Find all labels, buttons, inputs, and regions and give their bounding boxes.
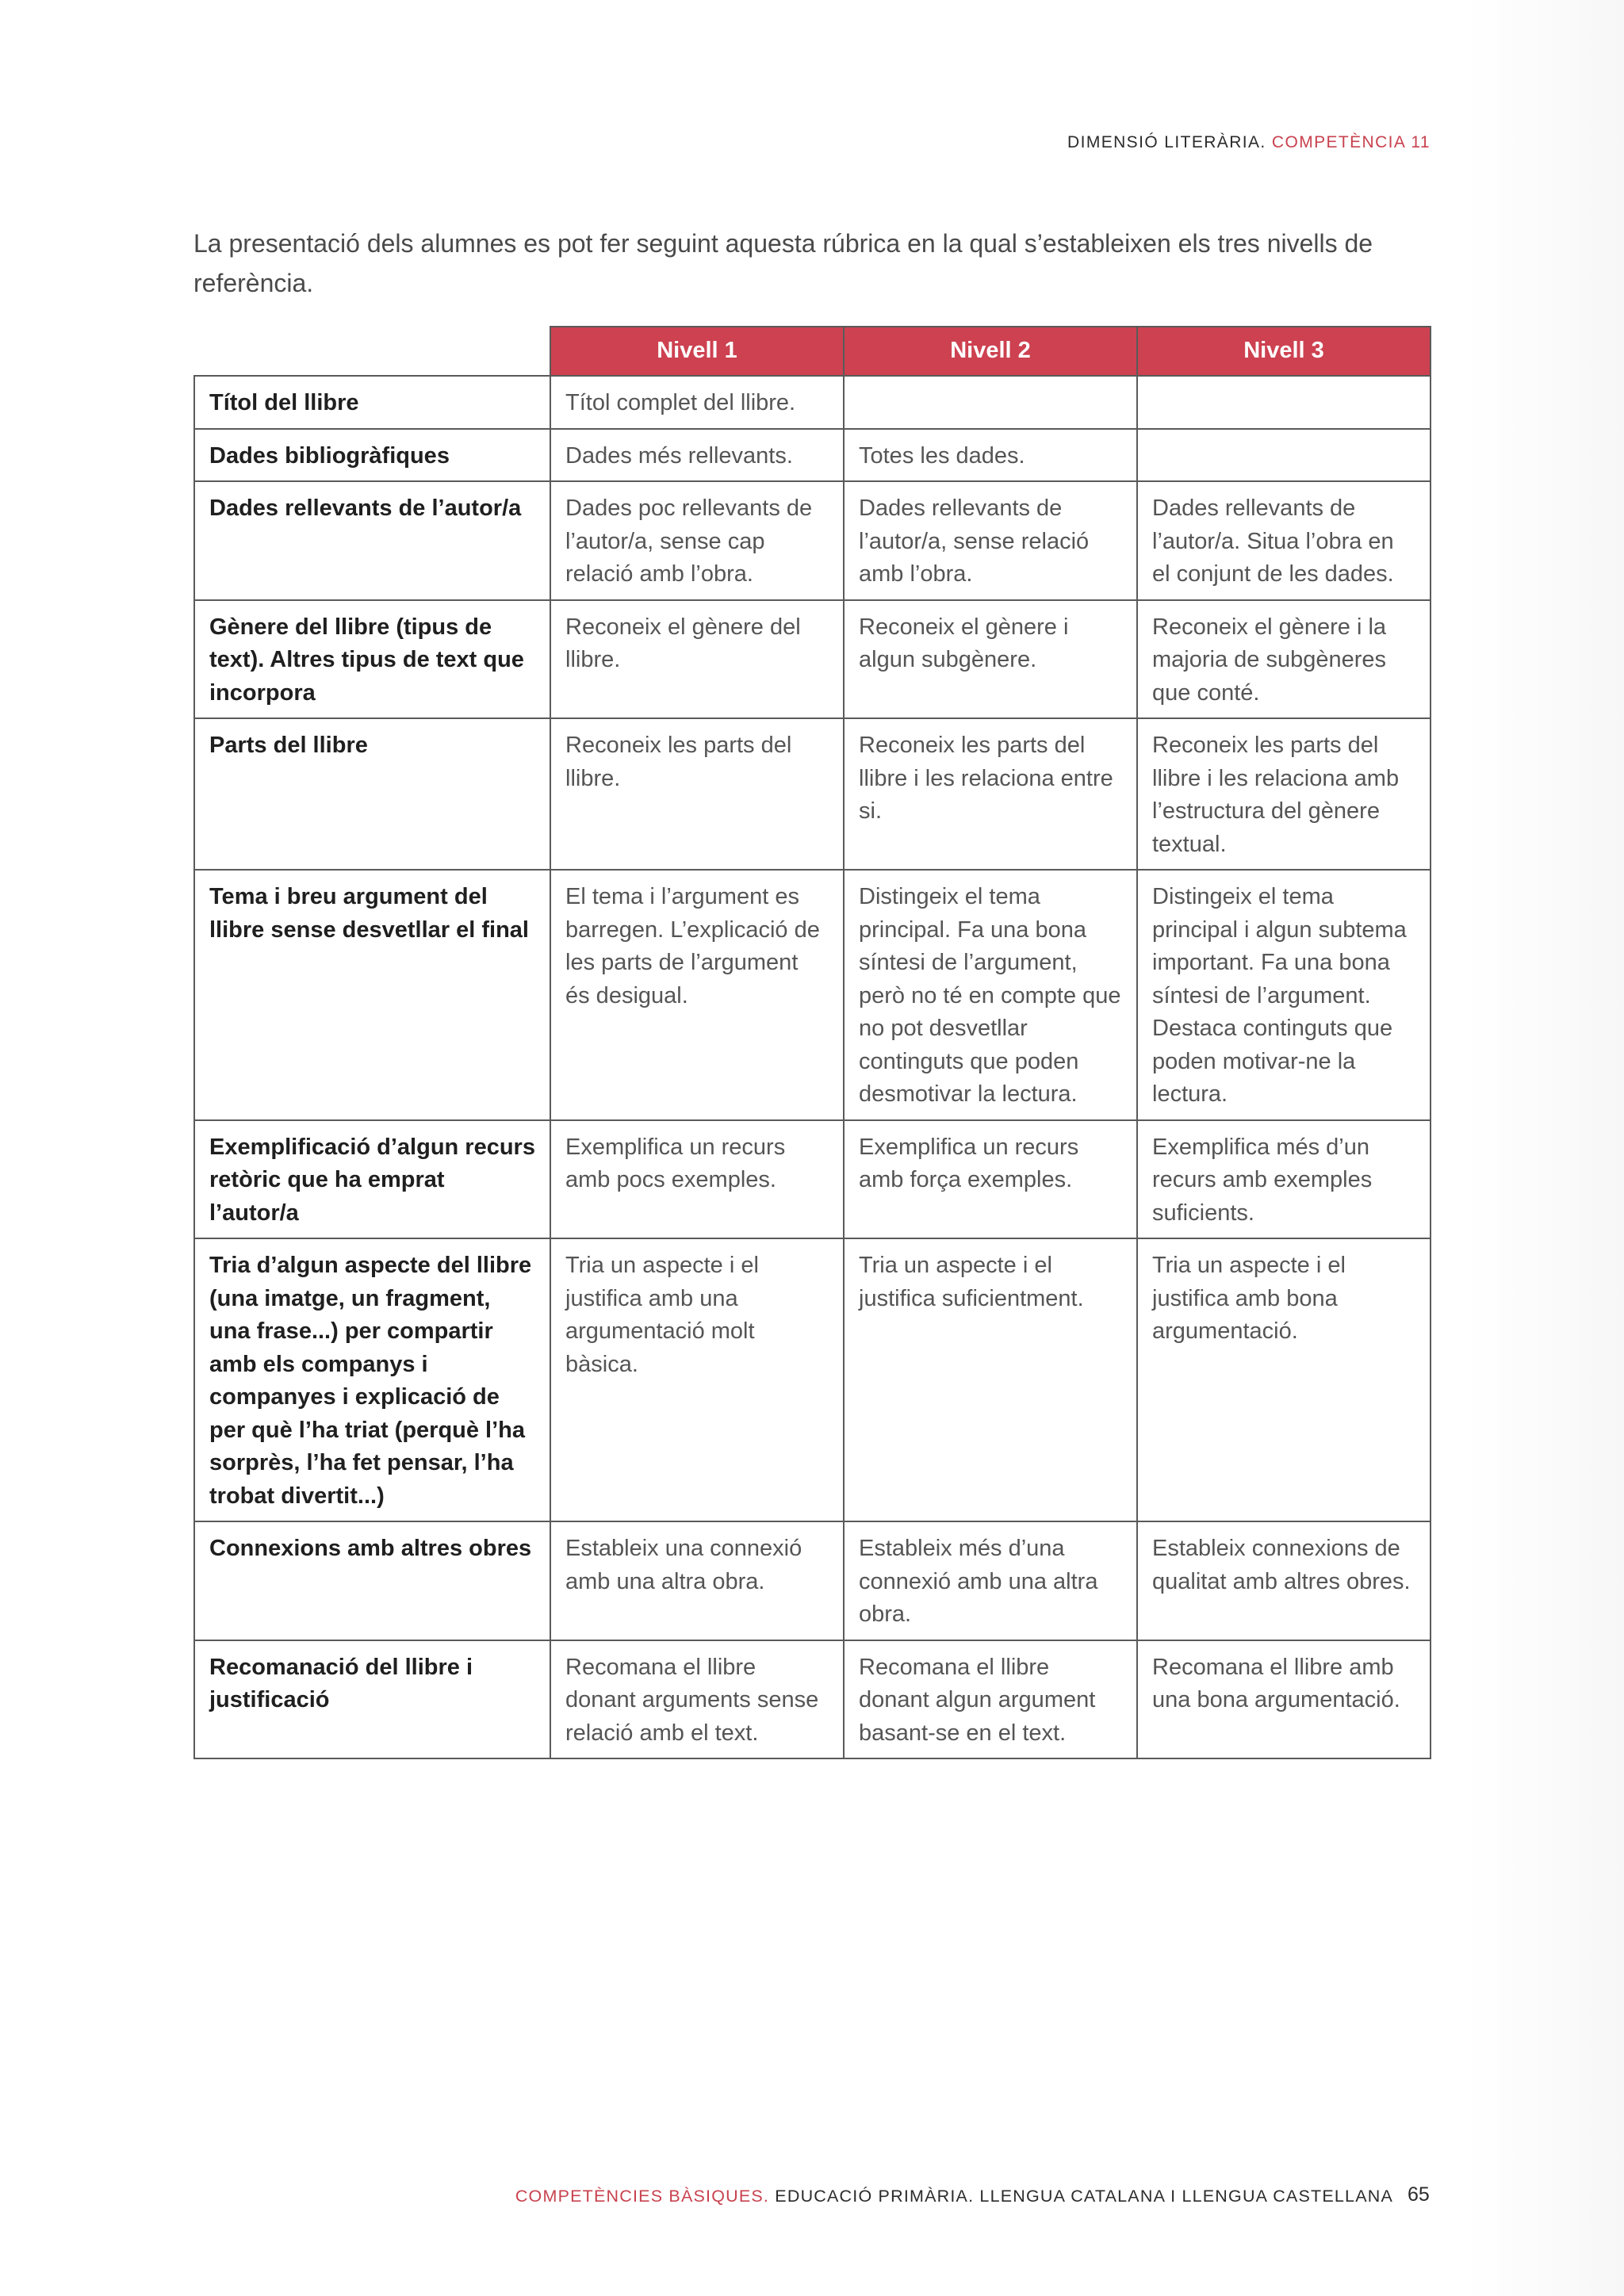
level-2-cell: Tria un aspecte i el justifica suficientment. xyxy=(844,1238,1137,1521)
level-2-header: Nivell 2 xyxy=(844,327,1137,376)
level-2-cell: Totes les dades. xyxy=(844,429,1137,482)
rubric-row xyxy=(194,1238,1431,1521)
criterion-cell: Dades bibliogràfiques xyxy=(194,429,550,482)
rubric-body xyxy=(194,376,1431,1758)
level-2-cell xyxy=(844,376,1137,429)
rubric-row xyxy=(194,429,1431,482)
level-3-cell: Exemplifica més d’un recurs amb exemples suficients. xyxy=(1137,1120,1431,1239)
level-1-cell: Estableix una connexió amb una altra obra. xyxy=(550,1521,844,1640)
header-competence: COMPETÈNCIA 11 xyxy=(1271,133,1431,151)
level-3-cell: Reconeix les parts del llibre i les relaciona amb l’estructura del gènere textual. xyxy=(1137,718,1431,870)
level-3-cell: Tria un aspecte i el justifica amb bona argumentació. xyxy=(1137,1238,1431,1521)
rubric-row xyxy=(194,718,1431,870)
rubric-header-row xyxy=(194,327,1431,376)
running-footer xyxy=(515,2187,1393,2206)
header-section: DIMENSIÓ LITERÀRIA. xyxy=(1067,133,1266,151)
level-2-cell: Distingeix el tema principal. Fa una bona síntesi de l’argument, però no té en compte que no pot desvetllar continguts que poden desmotivar la lectura. xyxy=(844,870,1137,1120)
rubric-row xyxy=(194,1521,1431,1640)
rubric-row xyxy=(194,376,1431,429)
rubric-row xyxy=(194,1640,1431,1759)
criterion-cell: Connexions amb altres obres xyxy=(194,1521,550,1640)
level-3-cell: Distingeix el tema principal i algun subtema important. Fa una bona síntesi de l’argument. Destaca continguts que poden motivar-ne la lectura. xyxy=(1137,870,1431,1120)
level-3-header: Nivell 3 xyxy=(1137,327,1431,376)
level-3-cell: Dades rellevants de l’autor/a. Situa l’obra en el conjunt de les dades. xyxy=(1137,481,1431,600)
footer-title: EDUCACIÓ PRIMÀRIA. LLENGUA CATALANA I LLENGUA CASTELLANA xyxy=(775,2187,1393,2206)
level-3-cell: Recomana el llibre amb una bona argumentació. xyxy=(1137,1640,1431,1759)
running-header xyxy=(1067,133,1431,152)
header-corner xyxy=(194,327,550,376)
level-2-cell: Dades rellevants de l’autor/a, sense relació amb l’obra. xyxy=(844,481,1137,600)
level-3-cell: Reconeix el gènere i la majoria de subgèneres que conté. xyxy=(1137,600,1431,719)
level-2-cell: Reconeix les parts del llibre i les relaciona entre si. xyxy=(844,718,1137,870)
page-number: 65 xyxy=(1408,2183,1430,2206)
criterion-cell: Recomanació del llibre i justificació xyxy=(194,1640,550,1759)
criterion-cell: Exemplificació d’algun recurs retòric que ha emprat l’autor/a xyxy=(194,1120,550,1239)
page-edge-shade xyxy=(1465,0,1624,2296)
level-1-cell: El tema i l’argument es barregen. L’explicació de les parts de l’argument és desigual. xyxy=(550,870,844,1120)
intro-paragraph: La presentació dels alumnes es pot fer seguint aquesta rúbrica en la qual s’estableixen els tres nivells de referència. xyxy=(193,229,1373,297)
level-2-cell: Estableix més d’una connexió amb una altra obra. xyxy=(844,1521,1137,1640)
level-1-cell: Exemplifica un recurs amb pocs exemples. xyxy=(550,1120,844,1239)
level-2-cell: Exemplifica un recurs amb força exemples. xyxy=(844,1120,1137,1239)
level-2-cell: Recomana el llibre donant algun argument basant-se en el text. xyxy=(844,1640,1137,1759)
level-1-cell: Títol complet del llibre. xyxy=(550,376,844,429)
level-3-cell xyxy=(1137,429,1431,482)
footer-series: COMPETÈNCIES BÀSIQUES. xyxy=(515,2187,770,2206)
level-1-cell: Dades més rellevants. xyxy=(550,429,844,482)
criterion-cell: Parts del llibre xyxy=(194,718,550,870)
level-1-cell: Recomana el llibre donant arguments sense relació amb el text. xyxy=(550,1640,844,1759)
level-1-cell: Dades poc rellevants de l’autor/a, sense cap relació amb l’obra. xyxy=(550,481,844,600)
criterion-cell: Títol del llibre xyxy=(194,376,550,429)
criterion-cell: Gènere del llibre (tipus de text). Altres tipus de text que incorpora xyxy=(194,600,550,719)
rubric-row xyxy=(194,870,1431,1120)
rubric-table xyxy=(193,326,1431,1759)
level-1-cell: Reconeix el gènere del llibre. xyxy=(550,600,844,719)
level-2-cell: Reconeix el gènere i algun subgènere. xyxy=(844,600,1137,719)
level-1-cell: Tria un aspecte i el justifica amb una argumentació molt bàsica. xyxy=(550,1238,844,1521)
level-3-cell xyxy=(1137,376,1431,429)
criterion-cell: Dades rellevants de l’autor/a xyxy=(194,481,550,600)
rubric-row xyxy=(194,481,1431,600)
criterion-cell: Tema i breu argument del llibre sense desvetllar el final xyxy=(194,870,550,1120)
level-3-cell: Estableix connexions de qualitat amb altres obres. xyxy=(1137,1521,1431,1640)
rubric-row xyxy=(194,600,1431,719)
criterion-cell: Tria d’algun aspecte del llibre (una imatge, un fragment, una frase...) per compartir amb els companys i companyes i explicació de per què l’ha triat (perquè l’ha sorprès, l’ha fet pensar, l’ha trobat divertit...) xyxy=(194,1238,550,1521)
level-1-cell: Reconeix les parts del llibre. xyxy=(550,718,844,870)
rubric-row xyxy=(194,1120,1431,1239)
level-1-header: Nivell 1 xyxy=(550,327,844,376)
